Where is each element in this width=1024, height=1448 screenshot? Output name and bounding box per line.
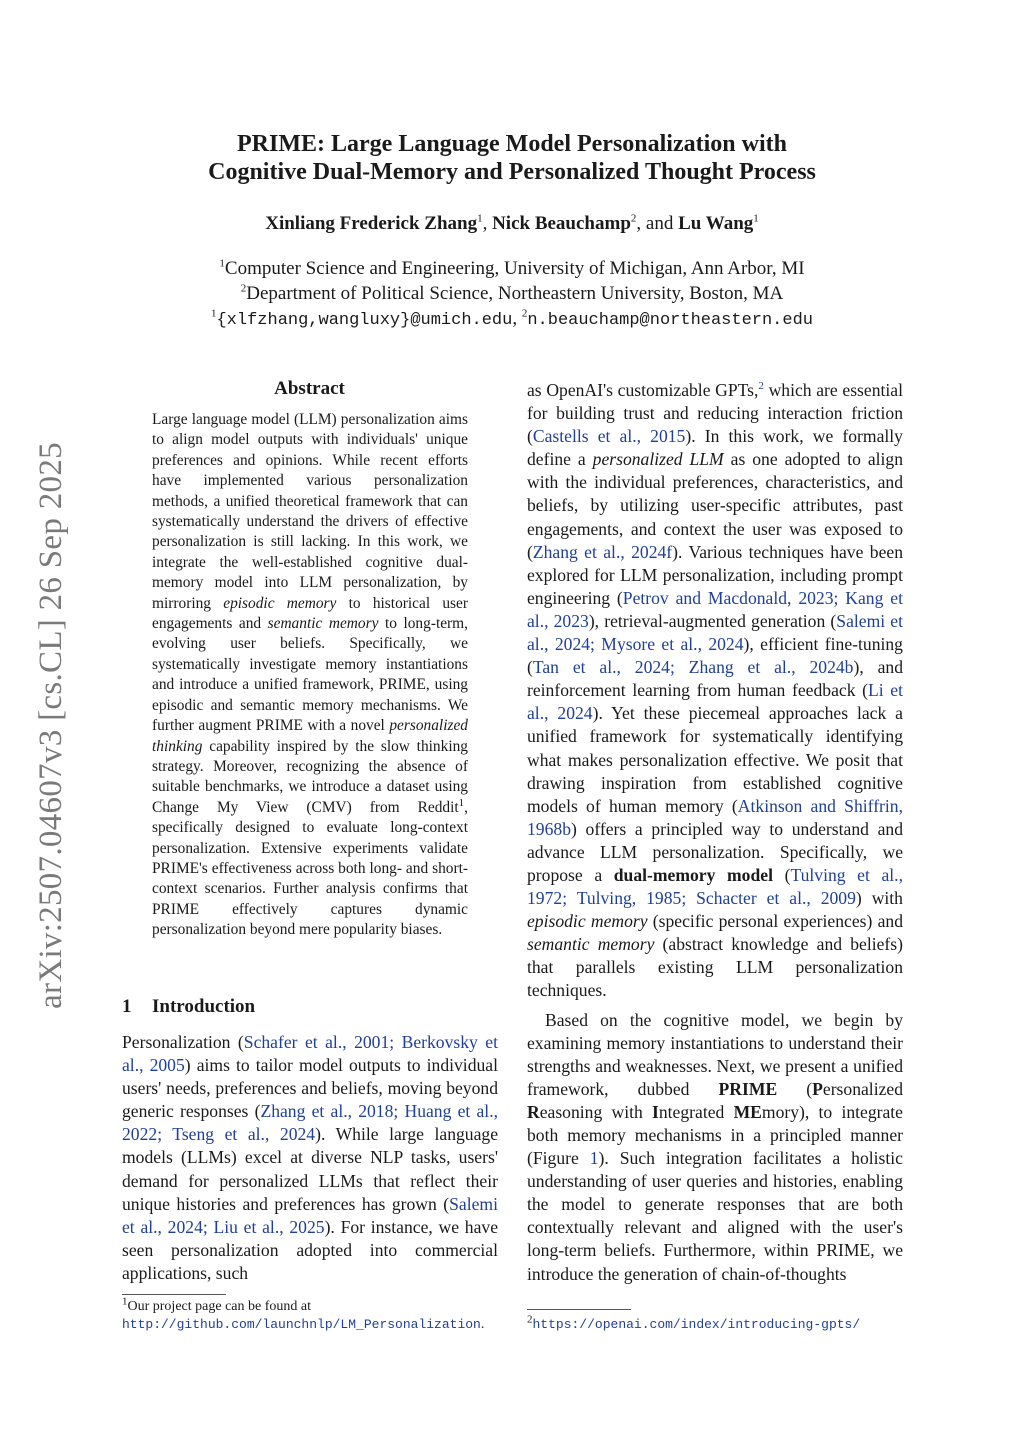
arxiv-sidebar-stamp bbox=[28, 420, 74, 1030]
section-number: 1 bbox=[122, 996, 132, 1017]
intro-paragraph bbox=[527, 379, 903, 1003]
emphasis-text: episodic memory bbox=[527, 911, 648, 932]
body-text: ( bbox=[777, 1078, 813, 1099]
bold-text: PRIME bbox=[718, 1078, 778, 1099]
email-separator: , bbox=[512, 308, 522, 329]
citation-link[interactable]: Zhang et al., 2018; Huang et al., 2022; Tseng et al., 2024 bbox=[122, 1101, 498, 1145]
bold-text: P bbox=[812, 1078, 823, 1099]
body-text: (specific personal experiences) and bbox=[647, 911, 904, 932]
body-text: ) with bbox=[855, 888, 903, 909]
affil-marker: 1 bbox=[219, 257, 225, 270]
body-text: ), efficient fine-tuning ( bbox=[527, 634, 903, 678]
body-text: mory), to integrate both memory mechanisms in a principled manner (Figure bbox=[527, 1101, 903, 1169]
title-line-1: PRIME: Large Language Model Personalization with bbox=[237, 131, 787, 157]
body-text: ) offers a principled way to understand and advance LLM personalization. Specifically, we propose a bbox=[527, 818, 903, 885]
affiliation-text: Department of Political Science, Northeastern University, Boston, MA bbox=[246, 283, 784, 304]
author-name: Xinliang Frederick Zhang bbox=[265, 213, 478, 234]
email-line bbox=[120, 306, 904, 333]
body-text: ). Such integration facilitates a holistic understanding of user queries and histories, enabling the model to generate responses that are both contextually relevant and aligned with the user's long-term beliefs. Furthermore, within PRIME, we introduce the generation of chain-of-thoughts bbox=[527, 1148, 903, 1284]
citation-link[interactable]: Salemi et al., 2024; Liu et al., 2025 bbox=[122, 1193, 498, 1237]
body-text: ) aims to tailor model outputs to individual users' needs, preferences and beliefs, moving beyond generic responses ( bbox=[122, 1055, 498, 1122]
body-text: ntegrated bbox=[658, 1101, 734, 1122]
author-separator: , bbox=[482, 213, 493, 234]
citation-link[interactable]: Tan et al., 2024; Zhang et al., 2024b bbox=[532, 657, 854, 678]
body-text: ). While large language models (LLMs) excel at diverse NLP tasks, users' demand for personalized LLMs that reflect their unique histories and preferences has grown ( bbox=[122, 1124, 499, 1214]
section-heading bbox=[122, 996, 255, 1018]
citation-link[interactable]: Li et al., 2024 bbox=[527, 680, 904, 724]
affil-marker: 2 bbox=[630, 212, 637, 225]
abstract-emphasis: personalized thinking bbox=[152, 717, 468, 755]
title-line-2: Cognitive Dual-Memory and Personalized Thought Process bbox=[208, 159, 816, 185]
email-address[interactable]: n.beauchamp@northeastern.edu bbox=[527, 311, 813, 330]
citation-link[interactable]: Atkinson and Shiffrin, 1968b bbox=[527, 795, 903, 839]
abstract-text: , specifically designed to evaluate long-context personalization. Extensive experiments validate PRIME's effectiveness across both long- and short-context scenarios. Further analysis confirms that PRIME effectively captures dynamic personalization beyond mere popularity biases. bbox=[152, 798, 468, 939]
body-text: ersonalized bbox=[822, 1078, 903, 1099]
section-title: Introduction bbox=[152, 996, 256, 1017]
footnote-marker[interactable]: 2 bbox=[758, 380, 764, 393]
citation-link[interactable]: Zhang et al., 2024f bbox=[532, 541, 673, 562]
author-list bbox=[120, 213, 904, 235]
body-text: Based on the cognitive model, we begin by examining memory instantiations to understand their strengths and weaknesses. Next, we present a unified framework, dubbed bbox=[527, 1009, 903, 1099]
footnote-divider bbox=[122, 1294, 226, 1295]
body-text: as one adopted to align with the individual preferences, characteristics, and beliefs, by utilizing user-specific attributes, past engagements, and context the user was exposed to ( bbox=[527, 449, 903, 562]
paper-title bbox=[120, 130, 904, 186]
abstract-emphasis: semantic memory bbox=[267, 615, 379, 633]
author-separator: , and bbox=[636, 213, 679, 234]
citation-link[interactable]: Petrov and Macdonald, 2023; Kang et al., 2023 bbox=[527, 587, 903, 631]
abstract-emphasis: episodic memory bbox=[223, 594, 337, 612]
footnote bbox=[122, 1295, 506, 1334]
abstract-text: to long-term, evolving user beliefs. Specifically, we systematically investigate memory instantiations and introduce a unified framework, PRIME, using episodic and semantic memory mechanisms. We further augment PRIME with a novel bbox=[152, 615, 468, 735]
abstract-heading: Abstract bbox=[274, 378, 345, 399]
bold-text: dual-memory model bbox=[613, 864, 773, 885]
affil-marker: 2 bbox=[240, 282, 247, 295]
footnote bbox=[527, 1313, 911, 1334]
body-text: (abstract knowledge and beliefs) that parallels existing LLM personalization techniques. bbox=[527, 934, 903, 1001]
body-text: ). Various techniques have been explored for LLM personalization, including prompt engineering ( bbox=[527, 541, 903, 608]
emphasis-text: personalized LLM bbox=[592, 449, 724, 470]
body-text: as OpenAI's customizable GPTs, bbox=[527, 380, 759, 400]
bold-text: R bbox=[527, 1101, 540, 1122]
body-text: Personalization ( bbox=[122, 1032, 244, 1052]
footnote-url-link[interactable]: http://github.com/launchnlp/LM_Personalization bbox=[122, 1317, 481, 1332]
citation-link[interactable]: Schafer et al., 2001; Berkovsky et al., 2005 bbox=[122, 1032, 498, 1076]
author-name: Lu Wang bbox=[678, 213, 754, 234]
affiliation-line bbox=[120, 256, 904, 281]
body-text: ). In this work, we formally define a bbox=[527, 426, 903, 470]
intro-paragraph bbox=[527, 1009, 903, 1286]
affiliation-text: Computer Science and Engineering, University of Michigan, Ann Arbor, MI bbox=[224, 258, 805, 279]
citation-link[interactable]: Salemi et al., 2024; Mysore et al., 2024 bbox=[527, 610, 903, 655]
abstract-text: Large language model (LLM) personalization aims to align model outputs with individuals' unique preferences and opinions. While recent efforts have implemented various personalization methods, a unified theoretical framework that can systematically understand the drivers of effective personalization is still lacking. In this work, we integrate the well-established cognitive dual-memory model into LLM personalization, by mirroring bbox=[152, 411, 468, 612]
body-text: ). Yet these piecemeal approaches lack a unified framework for systematically identifying what makes personalization effective. We posit that drawing inspiration from established cognitive models of human memory ( bbox=[527, 703, 903, 816]
abstract-body bbox=[152, 410, 468, 941]
affil-marker: 1 bbox=[477, 212, 483, 225]
emphasis-text: semantic memory bbox=[527, 934, 655, 955]
intro-left-column bbox=[122, 1031, 498, 1285]
footnote-marker: 2 bbox=[527, 1313, 533, 1326]
footnote-text: . bbox=[480, 1317, 485, 1332]
arxiv-identifier: arXiv:2507.04607v3 [cs.CL] 26 Sep 2025 bbox=[32, 441, 69, 1009]
affil-marker: 1 bbox=[753, 212, 759, 225]
intro-paragraph bbox=[122, 1031, 498, 1285]
citation-link[interactable]: Castells et al., 2015 bbox=[532, 426, 686, 447]
abstract-text: to historical user engagements and bbox=[152, 594, 468, 633]
footnote-text: Our project page can be found at bbox=[127, 1299, 311, 1314]
figure-reference-link[interactable]: 1 bbox=[589, 1148, 599, 1169]
bold-text: I bbox=[652, 1101, 659, 1122]
affiliation-line bbox=[120, 281, 904, 306]
affil-marker: 2 bbox=[521, 307, 528, 320]
bold-text: ME bbox=[733, 1101, 762, 1122]
body-text: which are essential for building trust and reducing interaction friction ( bbox=[527, 380, 903, 447]
email-address[interactable]: {xlfzhang,wangluxy}@umich.edu bbox=[216, 311, 513, 330]
body-text: ), and reinforcement learning from human feedback ( bbox=[527, 657, 903, 701]
footnote-marker[interactable]: 1 bbox=[458, 796, 465, 809]
abstract-text: capability inspired by the slow thinking strategy. Moreover, recognizing the absence of suitable benchmarks, we introduce a dataset using Change My View (CMV) from Reddit bbox=[152, 737, 468, 816]
footnote-url-link[interactable]: https://openai.com/index/introducing-gpts/ bbox=[532, 1317, 861, 1332]
right-column bbox=[527, 379, 903, 1286]
body-text: easoning with bbox=[539, 1101, 653, 1122]
body-text: ( bbox=[772, 864, 791, 885]
body-text: ). For instance, we have seen personalization adopted into commercial applications, such bbox=[122, 1216, 499, 1283]
affil-marker: 1 bbox=[210, 307, 217, 320]
abstract-paragraph bbox=[152, 410, 468, 941]
citation-link[interactable]: Tulving et al., 1972; Tulving, 1985; Schacter et al., 2009 bbox=[527, 864, 903, 909]
author-name: Nick Beauchamp bbox=[492, 213, 631, 234]
footnote-marker: 1 bbox=[122, 1295, 128, 1308]
footnote-divider bbox=[527, 1309, 631, 1310]
affiliations bbox=[120, 256, 904, 333]
body-text: ), retrieval-augmented generation ( bbox=[588, 610, 837, 631]
